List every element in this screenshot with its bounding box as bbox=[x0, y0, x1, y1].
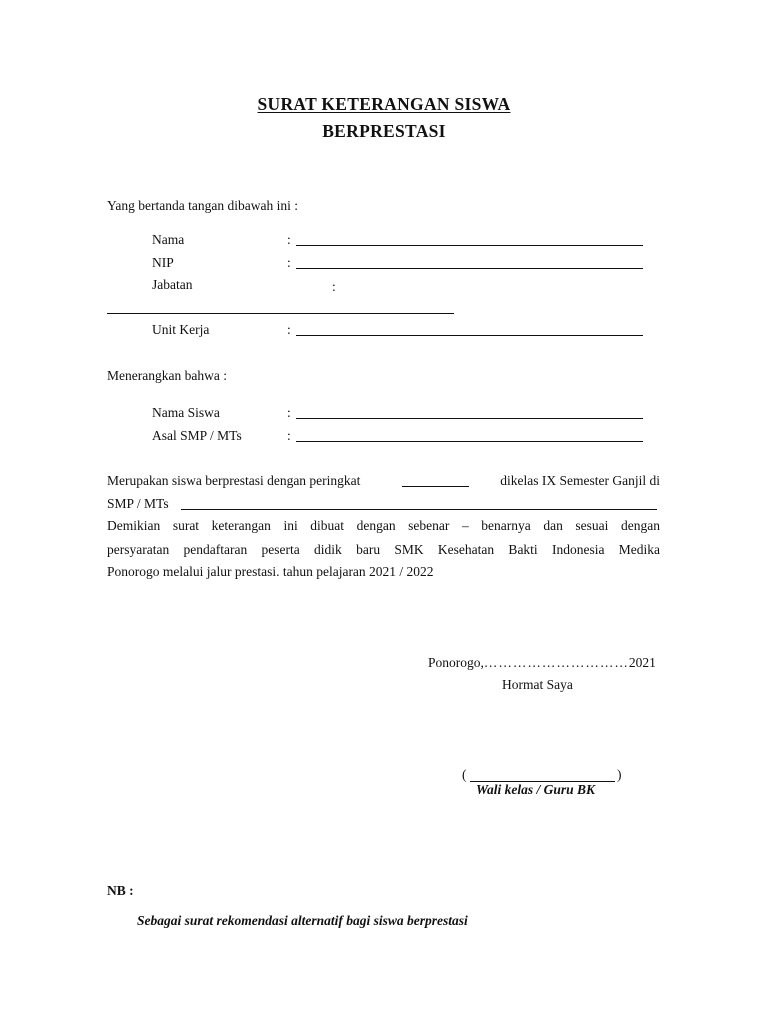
fill-line-asal-smp bbox=[296, 441, 643, 442]
field-colon: : bbox=[287, 428, 291, 443]
signature-role: Wali kelas / Guru BK bbox=[476, 782, 596, 797]
signature-year: 2021 bbox=[628, 655, 656, 670]
fill-line-peringkat bbox=[402, 486, 469, 487]
title-line-2: BERPRESTASI bbox=[322, 121, 446, 141]
fill-line-nama bbox=[296, 245, 643, 246]
field-colon: : bbox=[287, 405, 291, 420]
note-label: NB : bbox=[107, 883, 134, 898]
fill-line-nama-siswa bbox=[296, 418, 643, 419]
field-label-asal-smp: Asal SMP / MTs bbox=[152, 428, 242, 443]
paren-close: ) bbox=[617, 767, 622, 782]
signature-closing: Hormat Saya bbox=[502, 677, 573, 692]
paren-open: ( bbox=[462, 767, 467, 782]
body-p2-line1: Demikian surat keterangan ini dibuat dengan sebenar – benarnya dan sesuai dengan bbox=[107, 518, 660, 533]
field-colon: : bbox=[332, 279, 336, 294]
note-text: Sebagai surat rekomendasi alternatif bagi siswa berprestasi bbox=[137, 913, 468, 928]
signature-date bbox=[428, 655, 656, 671]
signature-dots: ………………………… bbox=[483, 655, 629, 670]
body-p1-line2-prefix: SMP / MTs bbox=[107, 496, 169, 511]
signature-place: Ponorogo, bbox=[428, 655, 484, 670]
field-label-jabatan: Jabatan bbox=[152, 277, 193, 292]
field-label-unit-kerja: Unit Kerja bbox=[152, 322, 210, 337]
field-label-nama-siswa: Nama Siswa bbox=[152, 405, 220, 420]
body-p2-line2: persyaratan pendaftaran peserta didik baru SMK Kesehatan Bakti Indonesia Medika bbox=[107, 542, 660, 557]
intro-text: Yang bertanda tangan dibawah ini : bbox=[107, 198, 298, 213]
fill-line-smp bbox=[181, 509, 657, 510]
body-p1-part2: dikelas IX Semester Ganjil di bbox=[500, 473, 660, 488]
body-p1-part1: Merupakan siswa berprestasi dengan peringkat bbox=[107, 473, 361, 488]
fill-line-unit-kerja bbox=[296, 335, 643, 336]
title-line-1: SURAT KETERANGAN SISWA bbox=[257, 94, 511, 114]
fill-line-jabatan bbox=[107, 313, 454, 314]
body-p2-line3: Ponorogo melalui jalur prestasi. tahun pelajaran 2021 / 2022 bbox=[107, 564, 434, 579]
field-label-nama: Nama bbox=[152, 232, 185, 247]
field-colon: : bbox=[287, 232, 291, 247]
field-colon: : bbox=[287, 322, 291, 337]
fill-line-nip bbox=[296, 268, 643, 269]
field-colon: : bbox=[287, 255, 291, 270]
field-label-nip: NIP bbox=[152, 255, 174, 270]
statement-text: Menerangkan bahwa : bbox=[107, 368, 227, 383]
